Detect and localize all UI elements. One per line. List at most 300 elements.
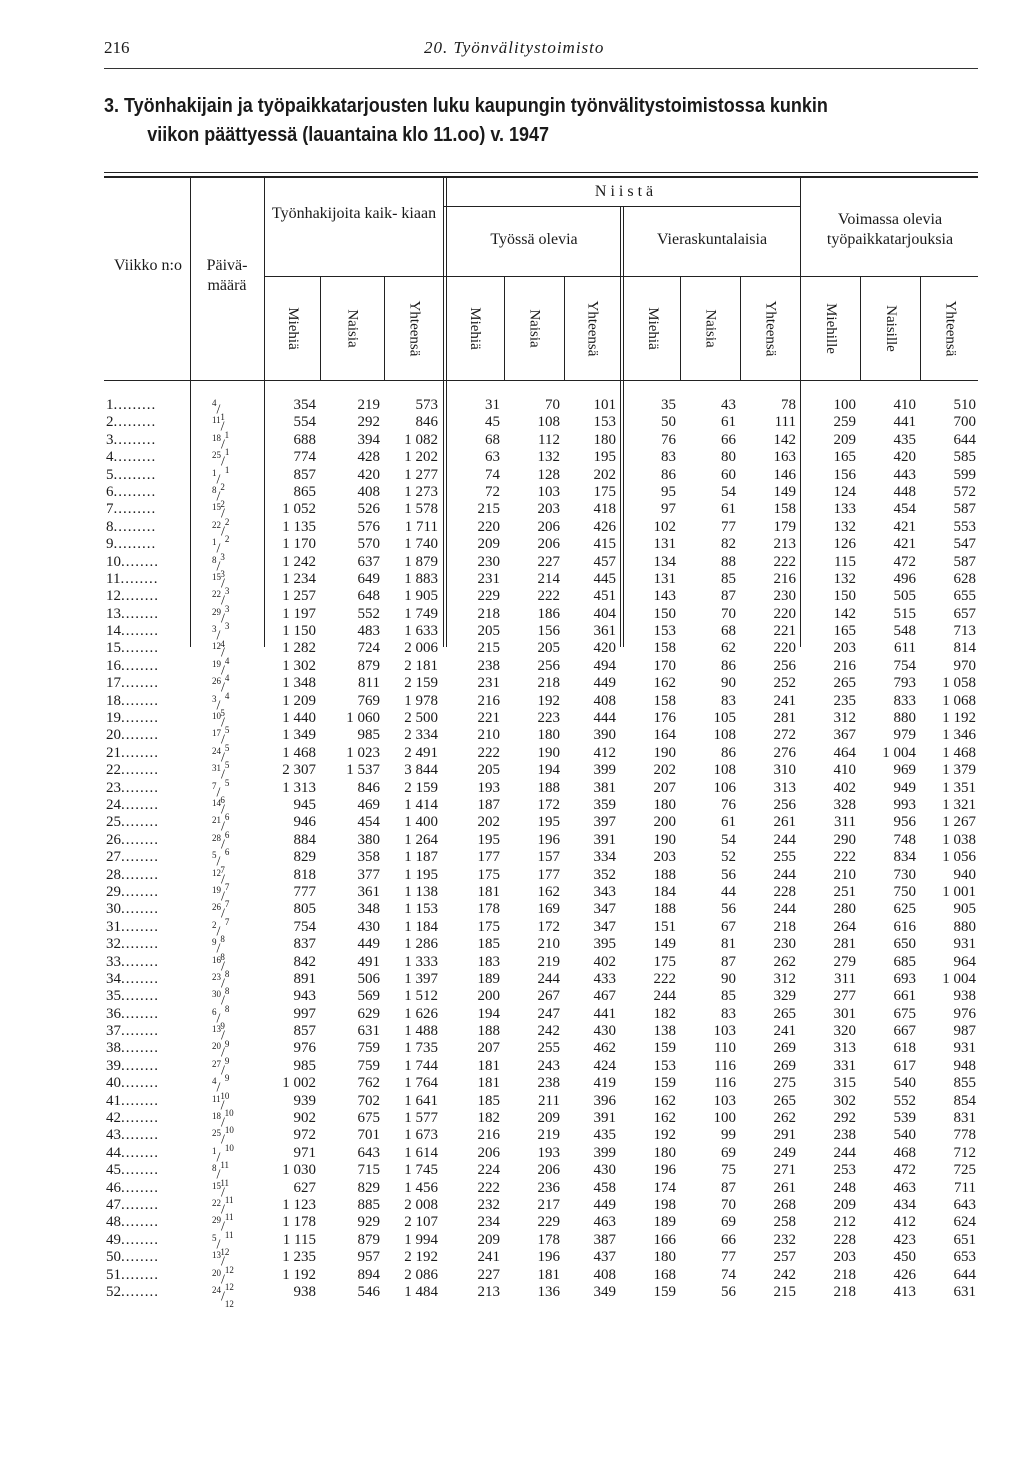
employed-total-cell: 347	[593, 901, 616, 918]
employed-women-cell: 195	[537, 814, 560, 831]
vacancies-total-cell: 713	[953, 623, 976, 640]
week-number: 49........	[106, 1231, 159, 1248]
vacancies-men-cell: 277	[833, 988, 856, 1005]
employed-total-cell: 381	[593, 779, 616, 796]
applicants-women-cell: 526	[357, 501, 380, 518]
vacancies-total-cell: 905	[953, 901, 976, 918]
employed-women-cell: 132	[537, 449, 560, 466]
foreign-total-cell: 218	[773, 918, 796, 935]
employed-men-cell: 224	[477, 1162, 500, 1179]
week-number: 13........	[106, 605, 159, 622]
applicants-men-cell: 1 348	[282, 675, 316, 692]
vacancies-women-cell: 979	[893, 727, 916, 744]
applicants-men-cell: 938	[293, 1283, 316, 1300]
page-header	[104, 38, 978, 62]
vacancies-total-cell: 599	[953, 466, 976, 483]
applicants-total-cell: 1 202	[404, 449, 438, 466]
date: $^{24}/_{12}$	[212, 1284, 234, 1310]
vacancies-total-cell: 1 192	[942, 710, 976, 727]
applicants-women-cell: 957	[357, 1249, 380, 1266]
applicants-total-cell: 1 745	[404, 1162, 438, 1179]
date: $^1/_3$	[212, 537, 225, 562]
foreign-men-cell: 95	[661, 483, 676, 500]
vacancies-women-cell: 426	[893, 1266, 916, 1283]
vacancies-women-cell: 833	[893, 692, 916, 709]
vacancies-total-cell: 651	[953, 1231, 976, 1248]
date: $^{15}/_{11}$	[212, 1180, 234, 1206]
vacancies-men-cell: 311	[834, 814, 856, 831]
foreign-women-cell: 61	[721, 414, 736, 431]
applicants-women-cell: 648	[357, 588, 380, 605]
vacancies-men-cell: 209	[833, 431, 856, 448]
employed-men-cell: 215	[477, 640, 500, 657]
foreign-men-cell: 174	[653, 1179, 676, 1196]
week-number: 31........	[106, 918, 159, 935]
foreign-women-cell: 56	[721, 1283, 736, 1300]
applicants-women-cell: 879	[357, 657, 380, 674]
employed-women-cell: 162	[537, 883, 560, 900]
applicants-men-cell: 1 030	[282, 1162, 316, 1179]
vacancies-women-cell: 421	[893, 518, 916, 535]
employed-men-cell: 216	[477, 1127, 500, 1144]
vacancies-total-cell: 931	[953, 1040, 976, 1057]
week-number: 18........	[106, 692, 159, 709]
vacancies-men-cell: 209	[833, 1196, 856, 1213]
employed-total-cell: 202	[593, 466, 616, 483]
week-number: 12........	[106, 588, 159, 605]
foreign-women-cell: 81	[721, 936, 736, 953]
applicants-women-cell: 420	[357, 466, 380, 483]
applicants-women-cell: 1 537	[346, 762, 380, 779]
week-number: 25........	[106, 814, 159, 831]
week-number: 28........	[106, 866, 159, 883]
date: $^{16}/_8$	[212, 954, 230, 979]
employed-total-cell: 347	[593, 918, 616, 935]
date: $^{11}/_1$	[212, 415, 230, 440]
applicants-total-cell: 1 978	[404, 692, 438, 709]
applicants-men-cell: 1 123	[282, 1196, 316, 1213]
employed-men-cell: 216	[477, 692, 500, 709]
applicants-men-cell: 902	[293, 1110, 316, 1127]
employed-women-cell: 70	[545, 397, 560, 413]
week-number: 38........	[106, 1040, 159, 1057]
date: $^{18}/_{10}$	[212, 1111, 234, 1136]
week-number: 52........	[106, 1283, 159, 1300]
foreign-total-cell: 221	[773, 623, 796, 640]
foreign-women-cell: 44	[721, 883, 736, 900]
employed-men-cell: 238	[477, 657, 500, 674]
employed-men-cell: 200	[477, 988, 500, 1005]
col-rule-7	[504, 276, 505, 380]
date: $^{22}/_2$	[212, 519, 230, 545]
vacancies-men-cell: 312	[833, 710, 856, 727]
vacancies-total-cell: 940	[953, 866, 976, 883]
applicants-total-cell: 1 740	[404, 536, 438, 553]
vacancies-women-cell: 515	[893, 605, 916, 622]
date: $^{13}/_9$	[212, 1024, 230, 1049]
week-number: 37........	[106, 1023, 159, 1040]
foreign-total-cell: 242	[773, 1266, 796, 1283]
employed-total-cell: 467	[593, 988, 616, 1005]
employed-women-cell: 188	[537, 779, 560, 796]
vacancies-men-cell: 281	[833, 936, 856, 953]
foreign-total-cell: 216	[773, 570, 796, 587]
employed-total-cell: 435	[593, 1127, 616, 1144]
vacancies-total-cell: 1 346	[942, 727, 976, 744]
vacancies-men-cell: 222	[833, 849, 856, 866]
applicants-total-cell: 1 994	[404, 1231, 438, 1248]
vacancies-men-cell: 238	[833, 1127, 856, 1144]
foreign-total-cell: 249	[773, 1144, 796, 1161]
group-header-vacancies: Voimassa olevia työpaikkatarjouksia	[826, 211, 954, 248]
applicants-total-cell: 1 333	[404, 953, 438, 970]
foreign-total-cell: 149	[773, 483, 796, 500]
vacancies-women-cell: 880	[893, 710, 916, 727]
foreign-total-cell: 271	[773, 1162, 796, 1179]
vacancies-women-cell: 754	[893, 657, 916, 674]
foreign-men-cell: 180	[653, 796, 676, 813]
week-number: 7.........	[106, 501, 157, 518]
applicants-women-cell: 894	[357, 1266, 380, 1283]
date: $^{10}/_5$	[212, 711, 230, 736]
date: $^2/_8$	[212, 919, 225, 945]
week-number: 41........	[106, 1092, 159, 1109]
foreign-women-cell: 56	[721, 866, 736, 883]
employed-men-cell: 181	[477, 883, 500, 900]
vacancies-men-cell: 124	[833, 483, 856, 500]
date: $^6/_9$	[212, 1006, 225, 1032]
employed-men-cell: 221	[477, 710, 500, 727]
group-header-employed: Työssä olevia	[490, 231, 578, 248]
applicants-men-cell: 1 002	[282, 1075, 316, 1092]
date: $^{15}/_2$	[212, 502, 230, 527]
foreign-women-cell: 83	[721, 692, 736, 709]
applicants-women-cell: 762	[357, 1075, 380, 1092]
date: $^5/_7$	[212, 850, 225, 875]
foreign-men-cell: 35	[661, 397, 676, 413]
vacancies-men-cell: 313	[833, 1040, 856, 1057]
vacancies-women-cell: 454	[893, 501, 916, 518]
foreign-total-cell: 241	[773, 1023, 796, 1040]
vacancies-women-cell: 667	[893, 1023, 916, 1040]
week-number: 3.........	[106, 431, 157, 448]
applicants-total-cell: 1 879	[404, 553, 438, 570]
vacancies-women-cell: 423	[893, 1231, 916, 1248]
employed-total-cell: 343	[593, 883, 616, 900]
employed-men-cell: 218	[477, 605, 500, 622]
applicants-women-cell: 759	[357, 1040, 380, 1057]
foreign-total-cell: 179	[773, 518, 796, 535]
title-line-2: viikon päättyessä (lauantaina klo 11.oo) v. 1947	[147, 124, 550, 146]
date: $^{25}/_{10}$	[212, 1128, 234, 1153]
foreign-women-cell: 70	[721, 605, 736, 622]
vacancies-men-cell: 244	[833, 1144, 856, 1161]
vacancies-women-cell: 472	[893, 553, 916, 570]
applicants-men-cell: 818	[293, 866, 316, 883]
foreign-men-cell: 203	[653, 849, 676, 866]
table-title	[104, 92, 896, 150]
employed-women-cell: 178	[537, 1231, 560, 1248]
vacancies-men-cell: 165	[833, 623, 856, 640]
vacancies-total-cell: 970	[953, 657, 976, 674]
applicants-men-cell: 997	[293, 1005, 316, 1022]
applicants-total-cell: 1 577	[404, 1110, 438, 1127]
applicants-women-cell: 483	[357, 623, 380, 640]
employed-women-cell: 218	[537, 675, 560, 692]
foreign-total-cell: 146	[773, 466, 796, 483]
date: $^8/_2$	[212, 484, 225, 510]
employed-total-cell: 415	[593, 536, 616, 553]
employed-women-cell: 236	[537, 1179, 560, 1196]
employed-women-cell: 227	[537, 553, 560, 570]
foreign-total-cell: 228	[773, 883, 796, 900]
applicants-women-cell: 811	[358, 675, 380, 692]
applicants-women-cell: 292	[357, 414, 380, 431]
employed-women-cell: 255	[537, 1040, 560, 1057]
week-number: 46........	[106, 1179, 159, 1196]
foreign-total-cell: 244	[773, 866, 796, 883]
applicants-total-cell: 1 614	[404, 1144, 438, 1161]
applicants-total-cell: 1 626	[404, 1005, 438, 1022]
applicants-total-cell: 846	[415, 414, 438, 431]
employed-total-cell: 449	[593, 1196, 616, 1213]
employed-men-cell: 74	[485, 466, 500, 483]
applicants-men-cell: 1 135	[282, 518, 316, 535]
applicants-women-cell: 491	[357, 953, 380, 970]
applicants-women-cell: 570	[357, 536, 380, 553]
applicants-women-cell: 380	[357, 831, 380, 848]
vacancies-total-cell: 643	[953, 1196, 976, 1213]
employed-men-cell: 230	[477, 553, 500, 570]
vacancies-women-cell: 661	[893, 988, 916, 1005]
vacancies-women-cell: 1 004	[882, 744, 916, 761]
employed-women-cell: 217	[537, 1196, 560, 1213]
foreign-total-cell: 142	[773, 431, 796, 448]
employed-total-cell: 101	[593, 397, 616, 413]
foreign-men-cell: 190	[653, 831, 676, 848]
vacancies-total-cell: 657	[953, 605, 976, 622]
week-number: 10........	[106, 553, 159, 570]
employed-total-cell: 359	[593, 796, 616, 813]
foreign-women-cell: 67	[721, 918, 736, 935]
vacancies-women-cell: 949	[893, 779, 916, 796]
applicants-total-cell: 1 264	[404, 831, 438, 848]
applicants-men-cell: 1 150	[282, 623, 316, 640]
vacancies-men-cell: 280	[833, 901, 856, 918]
top-rule	[104, 172, 978, 173]
vacancies-men-cell: 235	[833, 692, 856, 709]
date: $^{28}/_6$	[212, 832, 230, 858]
table-row	[104, 1283, 984, 1310]
employed-men-cell: 213	[477, 1283, 500, 1300]
foreign-men-cell: 143	[653, 588, 676, 605]
applicants-total-cell: 1 286	[404, 936, 438, 953]
vacancies-total-cell: 628	[953, 570, 976, 587]
foreign-men-cell: 162	[653, 1092, 676, 1109]
vacancies-men-cell: 210	[833, 866, 856, 883]
applicants-women-cell: 715	[357, 1162, 380, 1179]
foreign-men-cell: 207	[653, 779, 676, 796]
foreign-women-cell: 88	[721, 553, 736, 570]
foreign-men-cell: 131	[653, 536, 676, 553]
employed-men-cell: 195	[477, 831, 500, 848]
vacancies-total-cell: 1 468	[942, 744, 976, 761]
employed-men-cell: 175	[477, 918, 500, 935]
vacancies-men-cell: 302	[833, 1092, 856, 1109]
applicants-total-cell: 1 187	[404, 849, 438, 866]
applicants-men-cell: 1 234	[282, 570, 316, 587]
employed-total-cell: 361	[593, 623, 616, 640]
foreign-women-cell: 61	[721, 814, 736, 831]
date: $^{23}/_8$	[212, 971, 230, 997]
foreign-men-cell: 153	[653, 1057, 676, 1074]
vacancies-total-cell: 964	[953, 953, 976, 970]
date: $^{11}/_{10}$	[212, 1093, 234, 1119]
week-number: 24........	[106, 796, 159, 813]
applicants-men-cell: 1 192	[282, 1266, 316, 1283]
vacancies-total-cell: 1 038	[942, 831, 976, 848]
vacancies-men-cell: 126	[833, 536, 856, 553]
subheader-applicants-women: Naisia	[344, 308, 361, 348]
foreign-men-cell: 97	[661, 501, 676, 518]
applicants-women-cell: 576	[357, 518, 380, 535]
applicants-women-cell: 569	[357, 988, 380, 1005]
foreign-women-cell: 56	[721, 901, 736, 918]
vacancies-total-cell: 553	[953, 518, 976, 535]
applicants-total-cell: 1 400	[404, 814, 438, 831]
employed-women-cell: 219	[537, 953, 560, 970]
foreign-total-cell: 220	[773, 605, 796, 622]
vacancies-total-cell: 653	[953, 1249, 976, 1266]
employed-total-cell: 430	[593, 1162, 616, 1179]
vacancies-total-cell: 1 068	[942, 692, 976, 709]
week-number: 17........	[106, 675, 159, 692]
foreign-men-cell: 196	[653, 1162, 676, 1179]
vacancies-total-cell: 587	[953, 553, 976, 570]
foreign-men-cell: 159	[653, 1283, 676, 1300]
employed-total-cell: 399	[593, 762, 616, 779]
subheader-applicants-men: Miehiä	[284, 306, 301, 350]
date: $^{22}/_{11}$	[212, 1197, 234, 1223]
foreign-men-cell: 244	[653, 988, 676, 1005]
applicants-men-cell: 1 282	[282, 640, 316, 657]
employed-men-cell: 185	[477, 936, 500, 953]
employed-men-cell: 72	[485, 483, 500, 500]
applicants-women-cell: 454	[357, 814, 380, 831]
vacancies-total-cell: 585	[953, 449, 976, 466]
employed-men-cell: 232	[477, 1196, 500, 1213]
date: $^{31}/_5$	[212, 763, 230, 788]
employed-total-cell: 424	[593, 1057, 616, 1074]
vacancies-women-cell: 548	[893, 623, 916, 640]
vacancies-total-cell: 644	[953, 431, 976, 448]
foreign-men-cell: 134	[653, 553, 676, 570]
date: $^3/_4$	[212, 624, 225, 649]
employed-women-cell: 243	[537, 1057, 560, 1074]
applicants-women-cell: 885	[357, 1196, 380, 1213]
employed-men-cell: 205	[477, 762, 500, 779]
foreign-men-cell: 188	[653, 901, 676, 918]
foreign-total-cell: 256	[773, 657, 796, 674]
vacancies-women-cell: 616	[893, 918, 916, 935]
vacancies-women-cell: 750	[893, 883, 916, 900]
foreign-total-cell: 244	[773, 901, 796, 918]
foreign-women-cell: 103	[713, 1023, 736, 1040]
col-rule-14	[860, 276, 861, 380]
week-number: 50........	[106, 1249, 159, 1266]
vacancies-total-cell: 587	[953, 501, 976, 518]
foreign-women-cell: 85	[721, 988, 736, 1005]
applicants-women-cell: 769	[357, 692, 380, 709]
applicants-total-cell: 2 008	[404, 1196, 438, 1213]
date: $^8/_{11}$	[212, 1163, 230, 1188]
week-number: 47........	[106, 1196, 159, 1213]
employed-women-cell: 206	[537, 518, 560, 535]
applicants-women-cell: 846	[357, 779, 380, 796]
vacancies-men-cell: 259	[833, 414, 856, 431]
week-number: 19........	[106, 710, 159, 727]
vacancies-women-cell: 496	[893, 570, 916, 587]
applicants-women-cell: 629	[357, 1005, 380, 1022]
vacancies-women-cell: 441	[893, 414, 916, 431]
foreign-men-cell: 200	[653, 814, 676, 831]
foreign-men-cell: 158	[653, 692, 676, 709]
employed-women-cell: 242	[537, 1023, 560, 1040]
foreign-women-cell: 87	[721, 588, 736, 605]
foreign-total-cell: 312	[773, 970, 796, 987]
vacancies-women-cell: 993	[893, 796, 916, 813]
employed-women-cell: 214	[537, 570, 560, 587]
vacancies-total-cell: 1 001	[942, 883, 976, 900]
vacancies-men-cell: 464	[833, 744, 856, 761]
foreign-men-cell: 188	[653, 866, 676, 883]
vacancies-men-cell: 156	[833, 466, 856, 483]
foreign-total-cell: 256	[773, 796, 796, 813]
vacancies-total-cell: 855	[953, 1075, 976, 1092]
applicants-total-cell: 2 192	[404, 1249, 438, 1266]
foreign-total-cell: 232	[773, 1231, 796, 1248]
vacancies-men-cell: 248	[833, 1179, 856, 1196]
foreign-men-cell: 175	[653, 953, 676, 970]
vacancies-women-cell: 611	[894, 640, 916, 657]
date: $^{12}/_7$	[212, 867, 230, 892]
week-number: 40........	[106, 1075, 159, 1092]
date: $^{12}/_4$	[212, 641, 230, 666]
foreign-total-cell: 78	[781, 397, 796, 413]
foreign-women-cell: 66	[721, 1231, 736, 1248]
foreign-women-cell: 66	[721, 431, 736, 448]
applicants-women-cell: 1 023	[346, 744, 380, 761]
applicants-women-cell: 449	[357, 936, 380, 953]
vacancies-women-cell: 434	[893, 1196, 916, 1213]
employed-women-cell: 177	[537, 866, 560, 883]
vacancies-men-cell: 218	[833, 1283, 856, 1300]
vacancies-total-cell: 644	[953, 1266, 976, 1283]
col-rule-15	[920, 276, 921, 380]
vacancies-men-cell: 315	[833, 1075, 856, 1092]
foreign-women-cell: 82	[721, 536, 736, 553]
foreign-men-cell: 158	[653, 640, 676, 657]
employed-total-cell: 458	[593, 1179, 616, 1196]
foreign-women-cell: 106	[713, 779, 736, 796]
applicants-men-cell: 1 170	[282, 536, 316, 553]
vacancies-total-cell: 712	[953, 1144, 976, 1161]
foreign-men-cell: 151	[653, 918, 676, 935]
vacancies-women-cell: 685	[893, 953, 916, 970]
col-header-week: Viikko n:o	[114, 257, 182, 274]
foreign-total-cell: 262	[773, 1110, 796, 1127]
foreign-women-cell: 69	[721, 1144, 736, 1161]
